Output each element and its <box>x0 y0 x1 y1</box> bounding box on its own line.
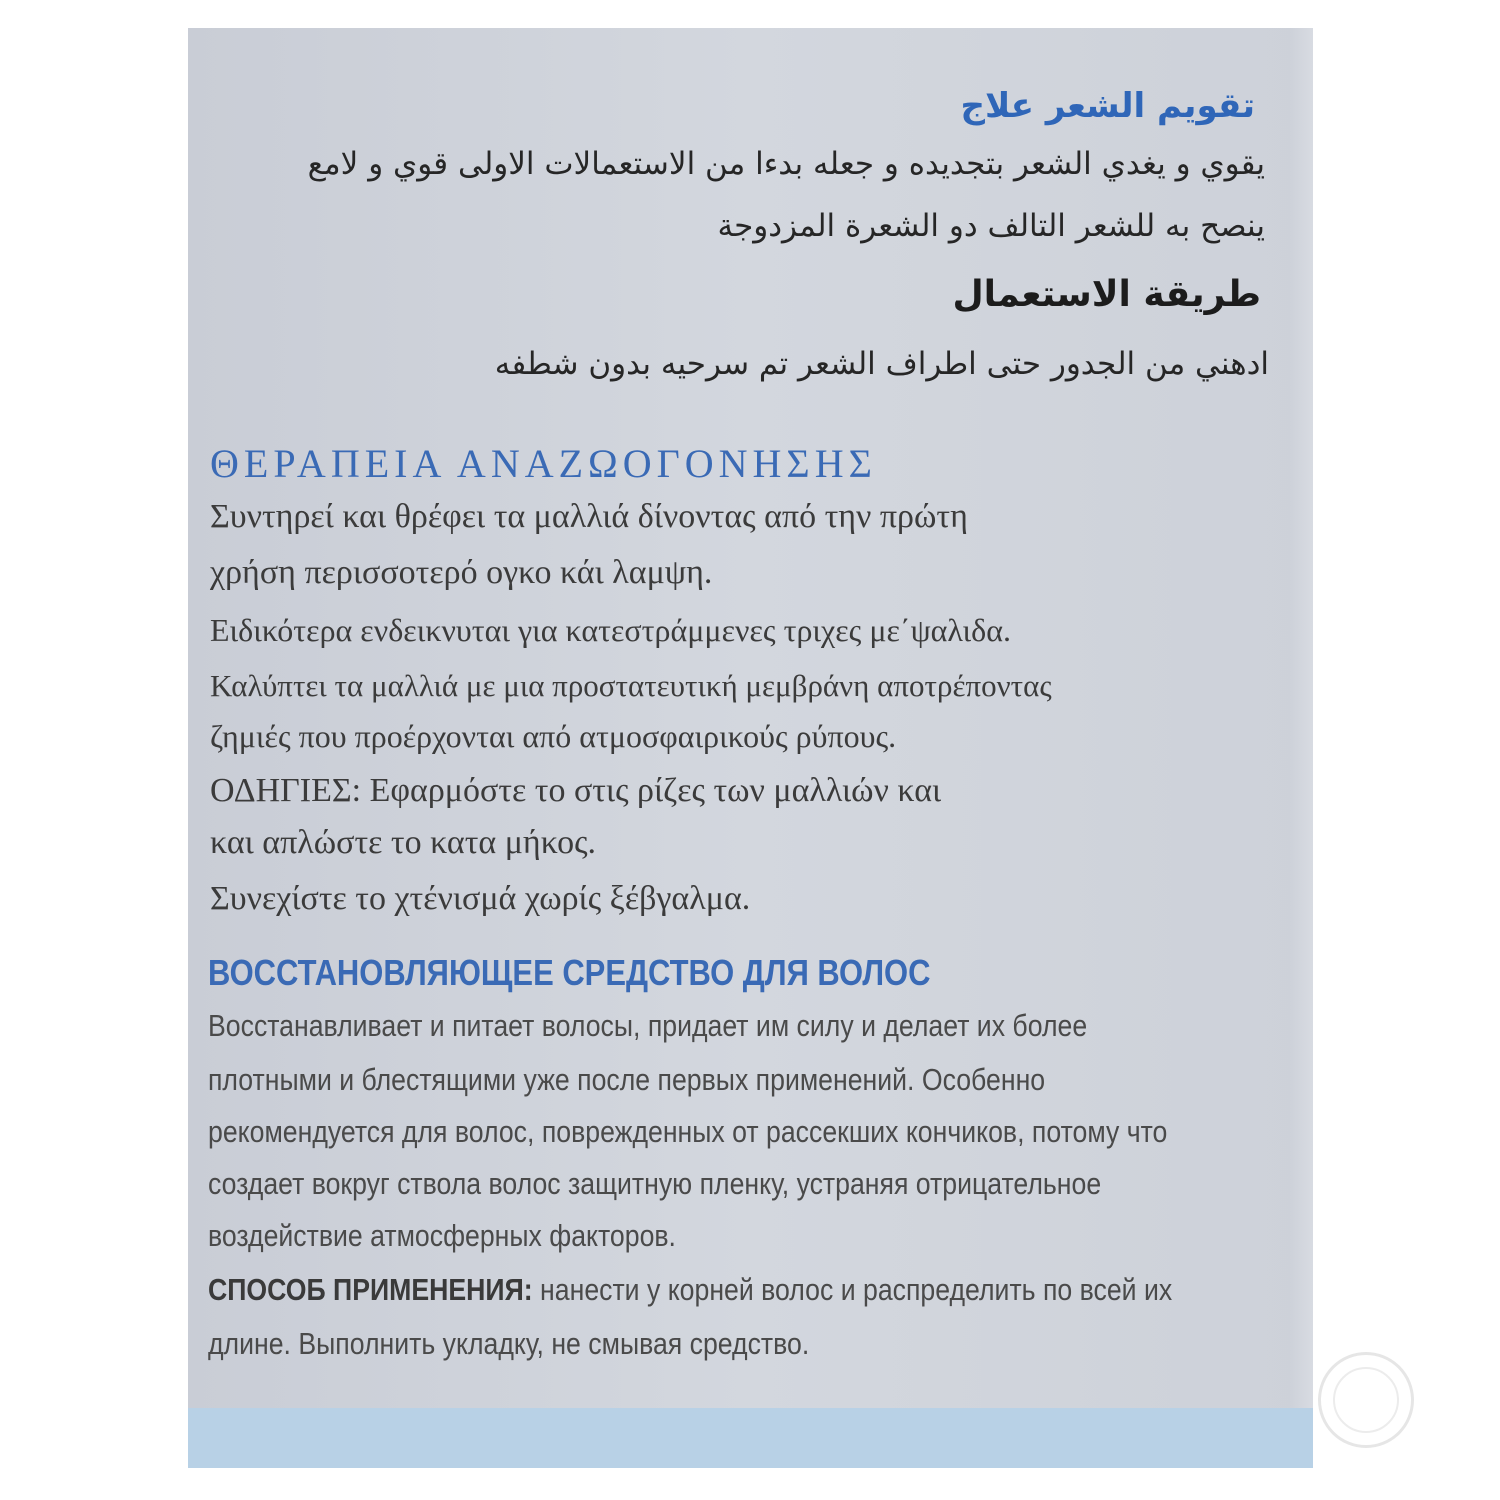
russian-title: ВОССТАНОВЛЯЮЩЕЕ СРЕДСТВО ДЛЯ ВОЛОС <box>208 952 931 993</box>
russian-line-4: создает вокруг ствола волос защитную пленку, устраняя отрицательное <box>208 1166 1102 1201</box>
arabic-usage-heading: طريقة الاستعمال <box>952 274 1261 315</box>
greek-line-1: Συντηρεί και θρέφει τα μαλλιά δίνοντας από την πρώτη <box>210 498 968 535</box>
watermark-logo-inner-ring <box>1333 1367 1399 1433</box>
greek-line-2: χρήση περισσοτερό ογκο κάι λαμψη. <box>210 554 713 591</box>
greek-line-7: και απλώστε το κατα μήκος. <box>210 824 597 861</box>
russian-line-3: рекомендуется для волос, поврежденных от рассекших кончиков, потому что <box>208 1114 1168 1149</box>
russian-line-2: плотными и блестящими уже после первых применений. Особенно <box>208 1062 1046 1097</box>
label-edge-shadow <box>1290 28 1313 1408</box>
greek-line-3: Ειδικότερα ενδεικνυται για κατεστράμμενες τριχες με΄ψαλιδα. <box>210 612 1011 648</box>
greek-line-8: Συνεχίστε το χτένισμά χωρίς ξέβγαλμα. <box>210 880 751 917</box>
arabic-title: تقويم الشعر علاج <box>960 86 1255 126</box>
russian-line-1: Восстанавливает и питает волосы, придает им силу и делает их более <box>208 1008 1088 1043</box>
arabic-usage-text: ادهني من الجدور حتى اطراف الشعر تم سرحيه بدون شطفه <box>494 346 1269 382</box>
product-label <box>188 28 1313 1468</box>
watermark-logo-icon <box>1318 1352 1414 1448</box>
russian-line-5: воздействие атмосферных факторов. <box>208 1218 676 1253</box>
russian-method-line <box>208 1272 1176 1308</box>
arabic-line-2: ينصح به للشعر التالف دو الشعرة المزدوجة <box>717 208 1265 244</box>
bottom-color-band <box>188 1408 1313 1468</box>
russian-method-text: нанести у корней волос и распределить по всей их <box>532 1272 1173 1307</box>
greek-line-5: ζημιές που προέρχονται από ατμοσφαιρικούς ρύπους. <box>210 718 897 754</box>
greek-line-4: Καλύπτει τα μαλλιά με μια προστατευτική μεμβράνη αποτρέποντας <box>210 668 1052 703</box>
arabic-line-1: يقوي و يغدي الشعر بتجديده و جعله بدءا من الاستعمالات الاولى قوي و لامع <box>307 146 1265 182</box>
russian-method-label: СПОСОБ ПРИМЕНЕНИЯ: <box>208 1272 533 1307</box>
greek-line-6: ΟΔΗΓΙΕΣ: Εφαρμόστε το στις ρίζες των μαλλιών και <box>210 772 942 809</box>
greek-title: ΘΕΡΑΠΕΙΑ ΑΝΑΖΩΟΓΟΝΗΣΗΣ <box>210 441 877 486</box>
russian-method-line-2: длине. Выполнить укладку, не смывая средство. <box>208 1326 810 1361</box>
